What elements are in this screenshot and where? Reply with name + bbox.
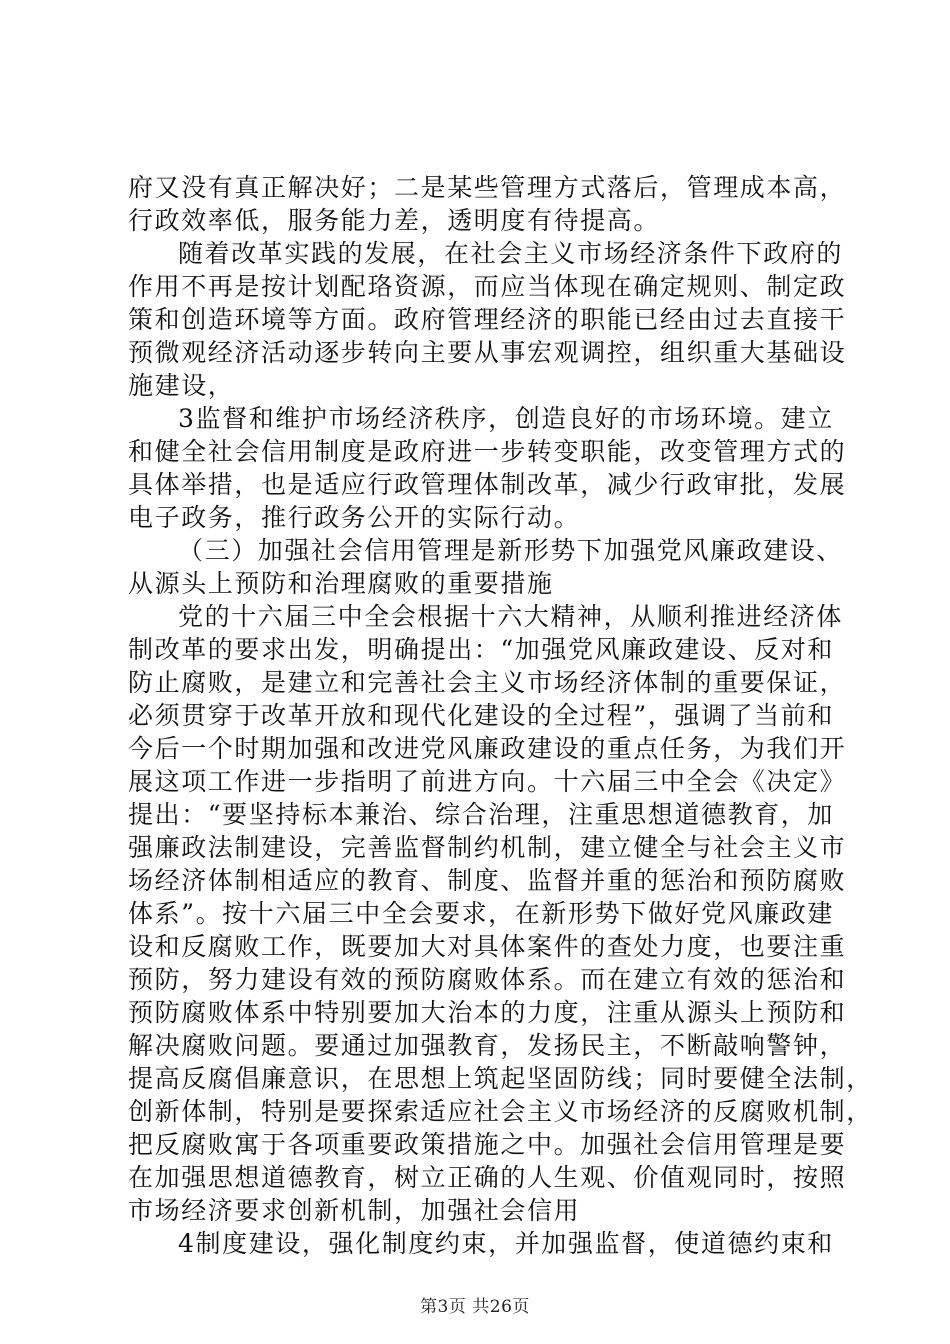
text-line: 预防，努力建设有效的预防腐败体系。而在建立有效的惩治和 [128,965,847,994]
text-line: 强廉政法制建设，完善监督制约机制，建立健全与社会主义市 [128,833,847,862]
text-line: 施建设， [128,371,235,400]
text-line: 场经济体制相适应的教育、制度、监督并重的惩治和预防腐败 [128,866,847,895]
text-line: 今后一个时期加强和改进党风廉政建设的重点任务，为我们开 [128,734,847,763]
page-number-footer: 第3页 共26页 [420,1297,530,1317]
text-line: 体系”。按十六届三中全会要求，在新形势下做好党风廉政建 [128,899,834,928]
text-line: 行政效率低，服务能力差，透明度有待提高。 [128,206,661,235]
text-line: 府又没有真正解决好；二是某些管理方式落后，管理成本高， [128,173,847,202]
text-line: 具体举措，也是适应行政管理体制改革，减少行政审批，发展 [128,470,847,499]
paragraph-start: 3监督和维护市场经济秩序，创造良好的市场环境。建立 [178,404,834,433]
text-line: 制改革的要求出发，明确提出：“加强党风廉政建设、反对和 [128,635,834,664]
text-line: 必须贯穿于改革开放和现代化建设的全过程”，强调了当前和 [128,701,834,730]
text-line: 在加强思想道德教育，树立正确的人生观、价值观同时，按照 [128,1163,847,1192]
text-line: 和健全社会信用制度是政府进一步转变职能，改变管理方式的 [128,437,847,466]
section-heading: （三）加强社会信用管理是新形势下加强党风廉政建设、 [178,536,844,565]
text-line: 防止腐败，是建立和完善社会主义市场经济体制的重要保证， [128,668,847,697]
text-line: 市场经济要求创新机制，加强社会信用 [128,1196,581,1225]
text-line: 展这项工作进一步指明了前进方向。十六届三中全会《决定》 [128,767,847,796]
paragraph-start: 党的十六届三中全会根据十六大精神，从顺利推进经济体 [178,602,844,631]
text-line: 预微观经济活动逐步转向主要从事宏观调控，组织重大基础设 [128,338,847,367]
text-line: 预防腐败体系中特别要加大治本的力度，注重从源头上预防和 [128,998,847,1027]
paragraph-start: 随着改革实践的发展，在社会主义市场经济条件下政府的 [178,239,844,268]
text-line: 提出：“要坚持标本兼治、综合治理，注重思想道德教育，加 [128,800,834,829]
text-line: 创新体制，特别是要探索适应社会主义市场经济的反腐败机制， [128,1097,873,1126]
section-heading: 从源头上预防和治理腐败的重要措施 [128,569,554,598]
text-line: 解决腐败问题。要通过加强教育，发扬民主，不断敲响警钟， [128,1031,847,1060]
text-line: 电子政务，推行政务公开的实际行动。 [128,503,581,532]
text-line: 提高反腐倡廉意识，在思想上筑起坚固防线；同时要健全法制， [128,1064,873,1093]
text-line: 策和创造环境等方面。政府管理经济的职能已经由过去直接干 [128,305,847,334]
text-line: 设和反腐败工作，既要加大对具体案件的查处力度，也要注重 [128,932,847,961]
text-line: 把反腐败寓于各项重要政策措施之中。加强社会信用管理是要 [128,1130,847,1159]
paragraph-start: 4制度建设，强化制度约束，并加强监督，使道德约束和 [178,1229,834,1258]
text-line: 作用不再是按计划配珞资源，而应当体现在确定规则、制定政 [128,272,847,301]
